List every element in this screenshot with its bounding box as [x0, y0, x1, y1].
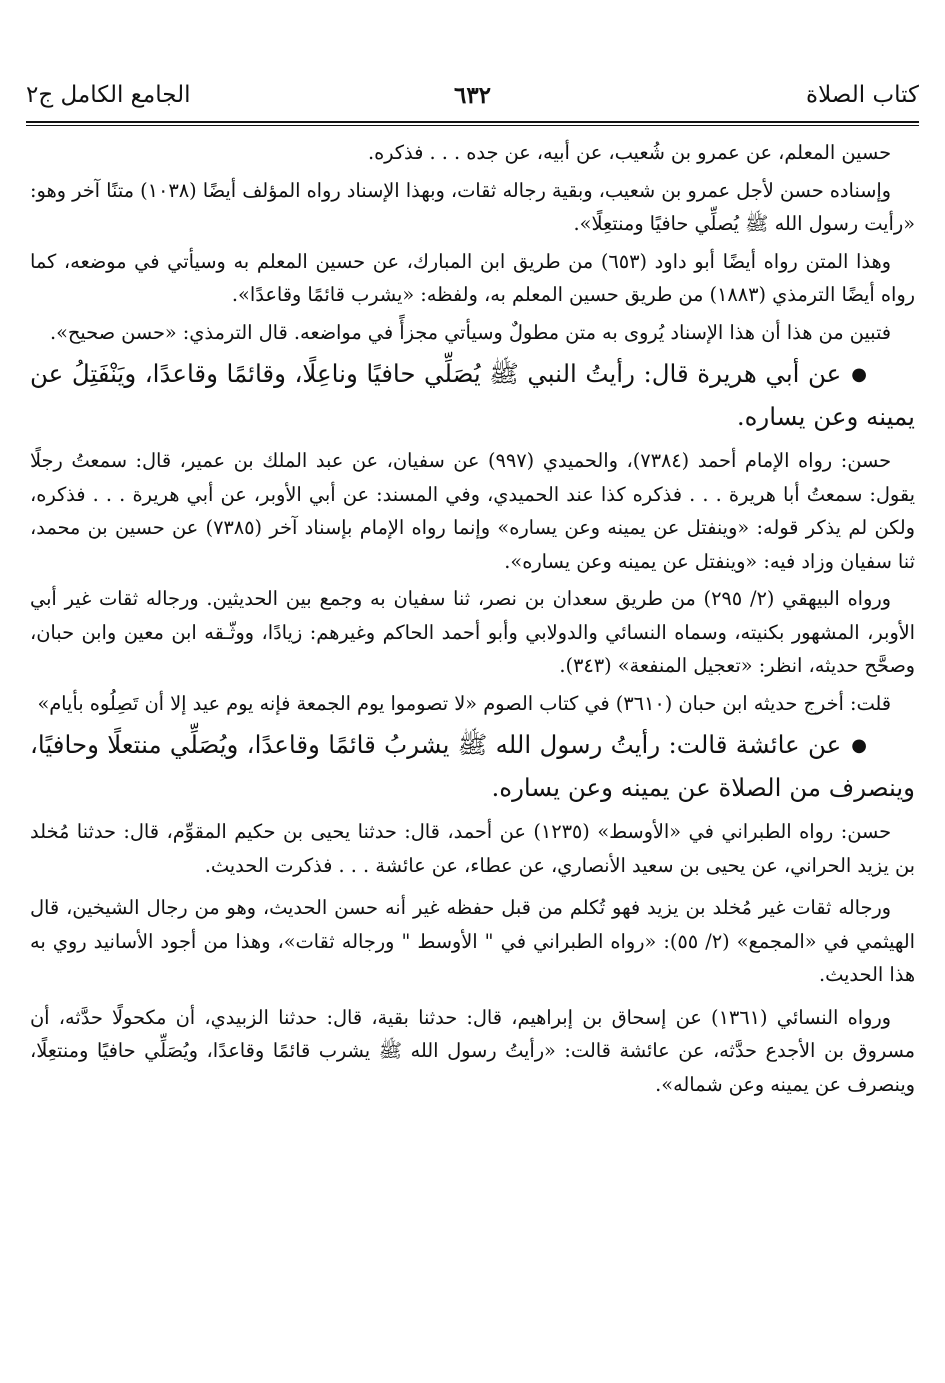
commentary-paragraph: وهذا المتن رواه أيضًا أبو داود (٦٥٣) من طريق ابن المبارك، عن حسين المعلم به وسيأتي في موضعه، كما رواه أيضًا الترمذي (١٨٨٣) من طريق حسين المعلم به، ولفظه: «يشرب قائمًا وقاعدًا». [30, 249, 915, 306]
page-number: ٦٣٢ [453, 82, 492, 109]
hadith-text [30, 724, 915, 809]
header-rule-thick [26, 121, 919, 123]
hadith-body: عن أبي هريرة قال: رأيتُ النبي ﷺ يُصَلِّي حافيًا وناعِلًا، وقائمًا وقاعدًا، ويَنْفَتِلُ عن يمينه وعن يساره. [30, 359, 915, 431]
header-rule-thin [26, 125, 919, 126]
book-title: الجامع الكامل ج٢ [26, 82, 191, 108]
commentary-paragraph: فتبين من هذا أن هذا الإسناد يُروى به متن مطولٌ وسيأتي مجزأً في مواضعه. قال الترمذي: «حسن صحيح». [49, 320, 891, 344]
commentary-paragraph: حسن: رواه الطبراني في «الأوسط» (١٢٣٥) عن أحمد، قال: حدثنا يحيى بن حكيم المقوِّم، قال: حدثنا مُخلد بن يزيد الحراني، عن يحيى بن سعيد الأنصاري، عن عطاء، عن عائشة . . . فذكرت الحديث. [30, 820, 915, 877]
bullet-icon: ● [851, 735, 867, 756]
bullet-icon: ● [851, 364, 867, 385]
commentary-paragraph: قلت: أخرج حديثه ابن حبان (٣٦١٠) في كتاب الصوم «لا تصوموا يوم الجمعة فإنه يوم عيد إلا أن تَصِلُوه بأيام» [37, 691, 891, 715]
chapter-title: كتاب الصلاة [806, 82, 919, 108]
commentary-paragraph: ورواه البيهقي (٢/ ٢٩٥) من طريق سعدان بن نصر، ثنا سفيان به وجمع بين الحديثين. ورجاله ثقات غير أبي الأوبر، المشهور بكنيته، وسماه النسائي والدولابي وأبو أحمد الحاكم وغيرهم: زيادًا، ووثّـقه ابن معين وابن حبان، وصحَّح حديثه، انظر: «تعجيل المنفعة» (٣٤٣). [30, 587, 915, 677]
commentary-paragraph: ورجاله ثقات غير مُخلد بن يزيد فهو تُكلم من قبل حفظه غير أنه حسن الحديث، وهو من رجال الشيخين، قال الهيثمي في «المجمع» (٢/ ٥٥): «رواه الطبراني في " الأوسط " ورجاله ثقات»، وهذا من أجود الأسانيد روي به هذا الحديث. [30, 896, 915, 986]
hadith-body: عن عائشة قالت: رأيتُ رسول الله ﷺ يشربُ قائمًا وقاعدًا، ويُصَلِّي منتعلًا وحافيًا، وينصرف من الصلاة عن يمينه وعن يساره. [30, 730, 915, 802]
hadith-text [30, 353, 915, 438]
commentary-paragraph: حسين المعلم، عن عمرو بن شُعيب، عن أبيه، عن جده . . . فذكره. [367, 141, 891, 164]
page-body [30, 136, 915, 1105]
commentary-paragraph: وإسناده حسن لأجل عمرو بن شعيب، وبقية رجاله ثقات، وبهذا الإسناد رواه المؤلف أيضًا (١٠٣٨) متنًا آخر وهو: «رأيت رسول الله ﷺ يُصلِّي حافيًا ومنتعِلًا». [30, 178, 915, 235]
page-header [26, 82, 919, 122]
commentary-paragraph: ورواه النسائي (١٣٦١) عن إسحاق بن إبراهيم، قال: حدثنا بقية، قال: حدثنا الزبيدي، أن مكحولًا حدَّثه، أن مسروق بن الأجدع حدَّثه، عن عائشة قالت: «رأيتُ رسول الله ﷺ يشرب قائمًا وقاعدًا، ويُصَلِّي حافيًا ومنتعِلًا، وينصرف عن يمينه وعن شماله». [30, 1005, 915, 1096]
commentary-paragraph: حسن: رواه الإمام أحمد (٧٣٨٤)، والحميدي (٩٩٧) عن سفيان، عن عبد الملك بن عمير، قال: سمعتُ رجلًا يقول: سمعتُ أبا هريرة . . . فذكره كذا عند الحميدي، وفي المسند: عن أبي الأوبر، عن أبي هريرة . . . فذكره، ولكن لم يذكر قوله: «وينفتل عن يمينه وعن يساره» وإنما رواه الإمام بإسناد آخر (٧٣٨٥) عن حسين بن محمد، ثنا سفيان وزاد فيه: «وينفتل عن يمينه وعن يساره». [30, 449, 915, 573]
